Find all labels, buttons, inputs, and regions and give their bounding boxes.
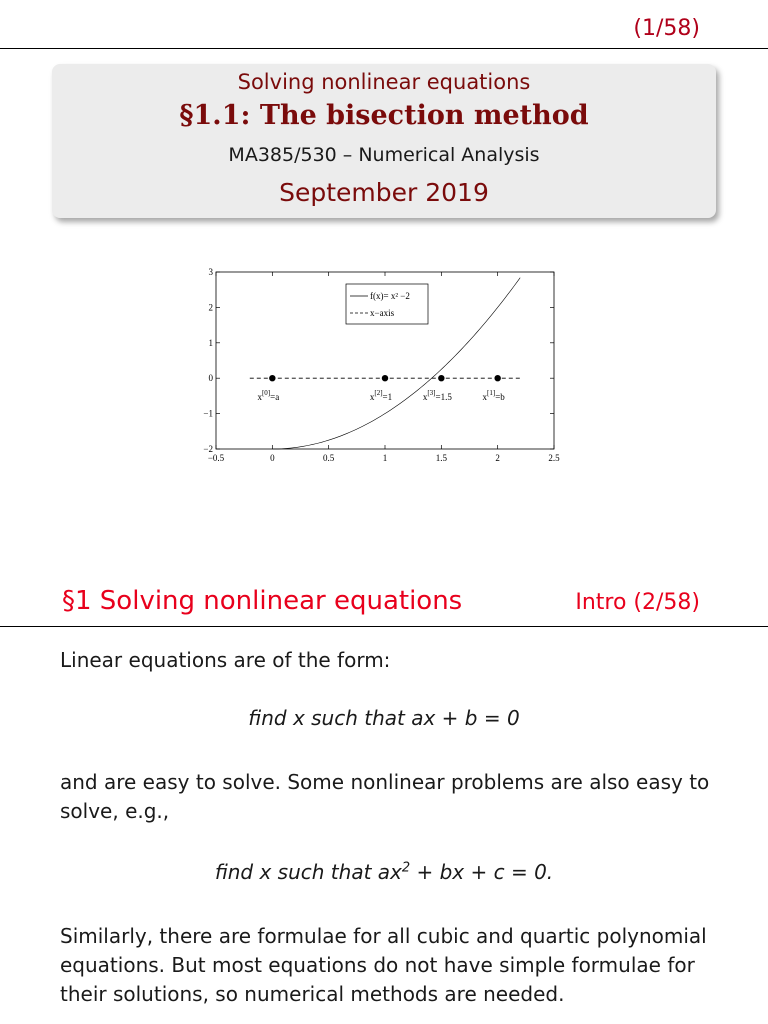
data-point: [494, 375, 500, 381]
title-box: [52, 64, 716, 218]
point-label: x[3]=1.5: [422, 389, 452, 403]
point-label: x[0]=a: [257, 389, 280, 403]
paragraph-3: Similarly, there are formulae for all cubic and quartic polynomial equations. But most equations do not have simple formulae for their solutions, so numerical methods are needed.: [60, 924, 707, 1006]
x-tick-label: −0.5: [207, 453, 225, 463]
data-point: [382, 375, 388, 381]
x-tick-label: 2.5: [548, 453, 560, 463]
y-tick-label: 1: [208, 337, 213, 348]
equation-quadratic: [0, 860, 768, 884]
course-name: MA385/530 – Numerical Analysis: [228, 144, 540, 166]
x-tick-label: 0.5: [323, 453, 335, 463]
y-tick-label: −2: [203, 444, 213, 454]
data-point: [269, 375, 275, 381]
bisection-chart: [196, 262, 576, 472]
x-tick-label: 2: [495, 453, 500, 463]
section-page-indicator: [575, 590, 700, 615]
page-number: (2/58): [633, 590, 700, 615]
point-label: x[2]=1: [369, 389, 393, 403]
paragraph-1: Linear equations are of the form:: [60, 648, 391, 672]
y-tick-label: −1: [203, 408, 213, 419]
subtitle: Solving nonlinear equations: [237, 70, 531, 94]
x-tick-label: 1.5: [435, 453, 447, 463]
section-label: Intro: [575, 590, 627, 615]
y-tick-label: 2: [208, 302, 213, 313]
eq2-prefix: find x such that ax: [214, 860, 402, 884]
legend-box: [346, 284, 428, 324]
legend-label-f: f(x)= x² −2: [370, 291, 410, 301]
y-tick-label: 3: [208, 267, 213, 277]
eq2-suffix: + bx + c = 0.: [410, 860, 554, 884]
x-tick-label: 0: [270, 453, 275, 463]
y-tick-label: 0: [208, 373, 213, 384]
data-point: [438, 375, 444, 381]
paragraph-2: and are easy to solve. Some nonlinear problems are also easy to solve, e.g.,: [60, 770, 710, 823]
eq2-exponent: 2: [401, 860, 411, 876]
page-number: (1/58): [633, 16, 700, 41]
header-rule: [0, 48, 768, 49]
x-tick-label: 1: [382, 453, 388, 463]
slide-2: [0, 580, 768, 1024]
slide-title: §1.1: The bisection method: [179, 100, 589, 131]
date: September 2019: [279, 178, 489, 207]
equation-linear: find x such that ax + b = 0: [248, 706, 520, 730]
header-rule: [0, 626, 768, 627]
point-label: x[1]=b: [482, 389, 505, 403]
legend-label-x-axis: x−axis: [370, 308, 395, 318]
slide-title: §1 Solving nonlinear equations: [62, 586, 463, 616]
